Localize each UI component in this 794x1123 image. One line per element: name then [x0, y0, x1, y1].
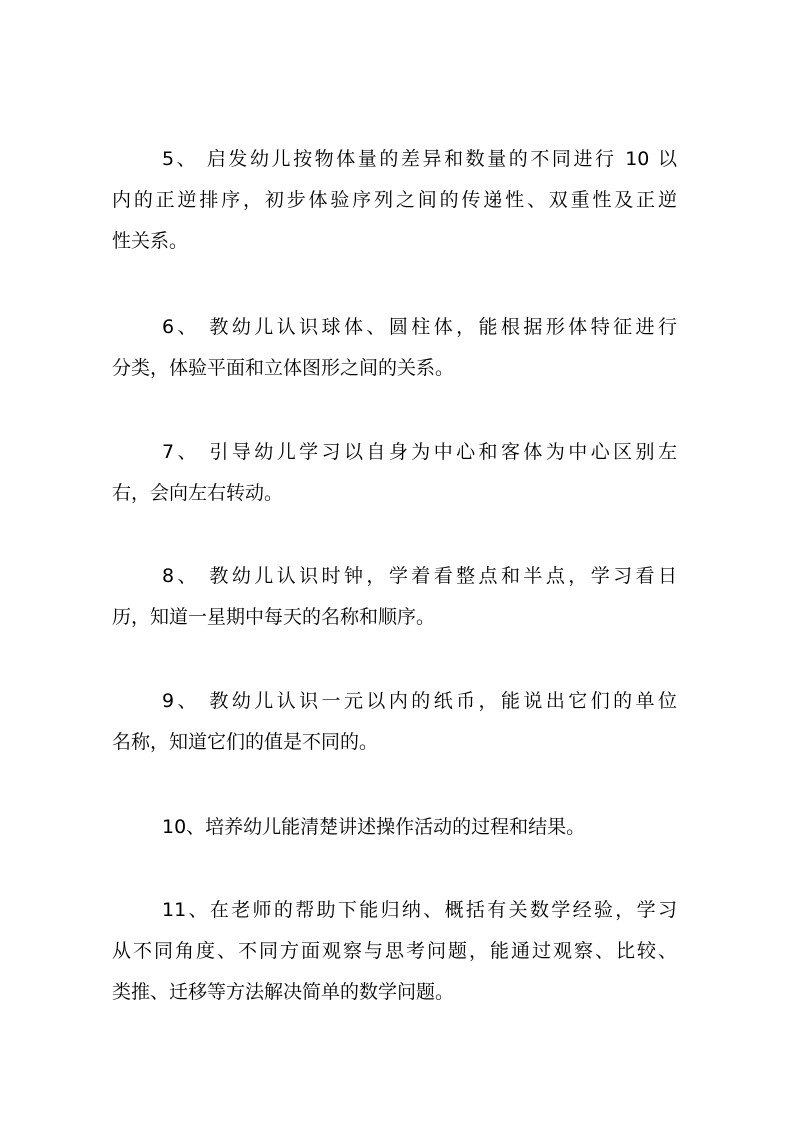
- list-item-line: 6、 教幼儿认识球体、圆柱体，能根据形体特征进行: [162, 316, 677, 338]
- list-item-line: 8、 教幼儿认识时钟，学着看整点和半点，学习看日: [162, 565, 677, 587]
- list-item-line: 名称，知道它们的值是不同的。: [112, 731, 379, 753]
- list-item-line: 10、培养幼儿能清楚讲述操作活动的过程和结果。: [162, 816, 586, 838]
- list-item-line: 历，知道一星期中每天的名称和顺序。: [112, 606, 436, 628]
- list-item-line: 内的正逆排序，初步体验序列之间的传递性、双重性及正逆: [112, 189, 677, 211]
- list-item-line: 分类，体验平面和立体图形之间的关系。: [112, 357, 455, 379]
- list-item-line: 右，会向左右转动。: [112, 482, 284, 504]
- list-item-line: 类推、迁移等方法解决简单的数学问题。: [112, 981, 455, 1003]
- list-item-line: 从不同角度、不同方面观察与思考问题，能通过观察、比较、: [112, 940, 677, 962]
- list-item-line: 11、在老师的帮助下能归纳、概括有关数学经验，学习: [162, 899, 677, 921]
- list-item-line: 9、 教幼儿认识一元以内的纸币，能说出它们的单位: [162, 690, 677, 712]
- list-item-line: 5、 启发幼儿按物体量的差异和数量的不同进行 10 以: [162, 148, 677, 170]
- list-item-line: 7、 引导幼儿学习以自身为中心和客体为中心区别左: [162, 441, 677, 463]
- list-item-line: 性关系。: [112, 230, 189, 252]
